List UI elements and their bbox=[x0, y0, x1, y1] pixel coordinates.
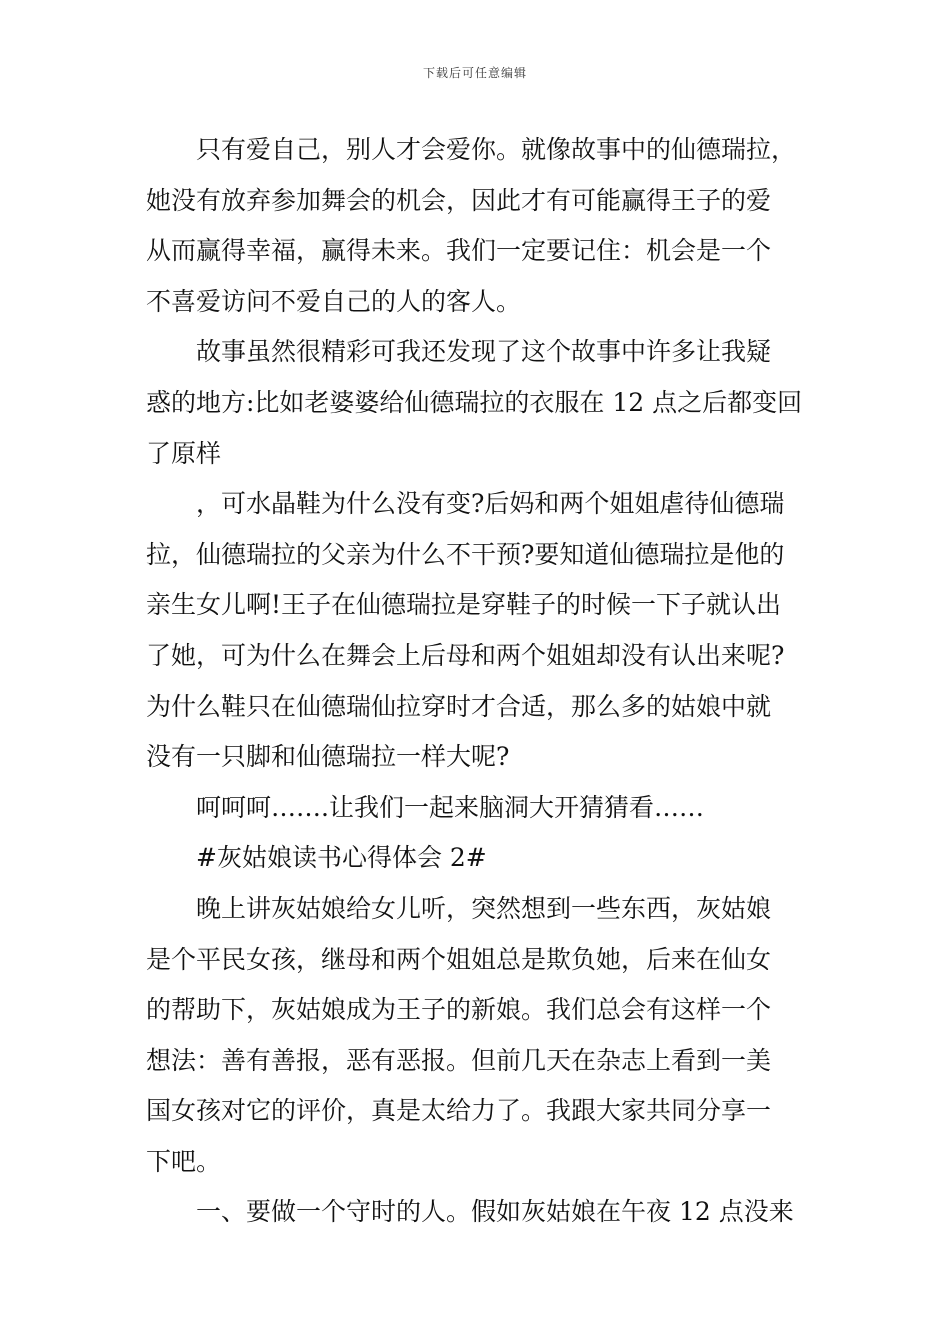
text-line: 一、要做一个守时的人。假如灰姑娘在午夜 12 点没来 bbox=[196, 1197, 794, 1227]
text-line: 想法：善有善报，恶有恶报。但前几天在杂志上看到一美 bbox=[146, 1045, 772, 1075]
text-line: ，可水晶鞋为什么没有变?后妈和两个姐姐虐待仙德瑞 bbox=[196, 489, 785, 519]
text-line: 下吧。 bbox=[146, 1146, 222, 1176]
text-line: 不喜爱访问不爱自己的人的客人。 bbox=[146, 286, 522, 316]
text-line: 只有爱自己，别人才会爱你。就像故事中的仙德瑞拉， bbox=[196, 135, 797, 164]
text-line: 呵呵呵…….让我们一起来脑洞大开猜猜看…… bbox=[196, 792, 704, 822]
page-header: 下载后可任意编辑 bbox=[422, 66, 527, 80]
text-line: 拉，仙德瑞拉的父亲为什么不干预?要知道仙德瑞拉是他的 bbox=[146, 539, 785, 569]
text-line: 的帮助下，灰姑娘成为王子的新娘。我们总会有这样一个 bbox=[146, 995, 772, 1025]
document-body bbox=[146, 125, 810, 1238]
text-line: 故事虽然很精彩可我还发现了这个故事中许多让我疑 bbox=[196, 337, 772, 367]
text-line: 国女孩对它的评价，真是太给力了。我跟大家共同分享一 bbox=[146, 1096, 772, 1126]
text-line: 为什么鞋只在仙德瑞仙拉穿时才合适，那么多的姑娘中就 bbox=[146, 691, 772, 721]
text-line: 亲生女儿啊!王子在仙德瑞拉是穿鞋子的时候一下子就认出 bbox=[146, 590, 782, 620]
text-line: 从而赢得幸福，赢得未来。我们一定要记住：机会是一个 bbox=[146, 236, 772, 266]
text-line: 惑的地方:比如老婆婆给仙德瑞拉的衣服在 12 点之后都变回 bbox=[146, 387, 803, 417]
text-line: 她没有放弃参加舞会的机会，因此才有可能赢得王子的爱 bbox=[146, 185, 772, 215]
text-line: 没有一只脚和仙德瑞拉一样大呢? bbox=[146, 742, 510, 772]
text-line: 了她，可为什么在舞会上后母和两个姐姐却没有认出来呢? bbox=[146, 640, 785, 670]
section-heading: #灰姑娘读书心得体会 2# bbox=[196, 843, 487, 873]
text-line: 了原样 bbox=[146, 438, 222, 468]
text-line: 晚上讲灰姑娘给女儿听，突然想到一些东西，灰姑娘 bbox=[196, 893, 772, 923]
text-line: 是个平民女孩，继母和两个姐姐总是欺负她，后来在仙女 bbox=[146, 944, 772, 974]
